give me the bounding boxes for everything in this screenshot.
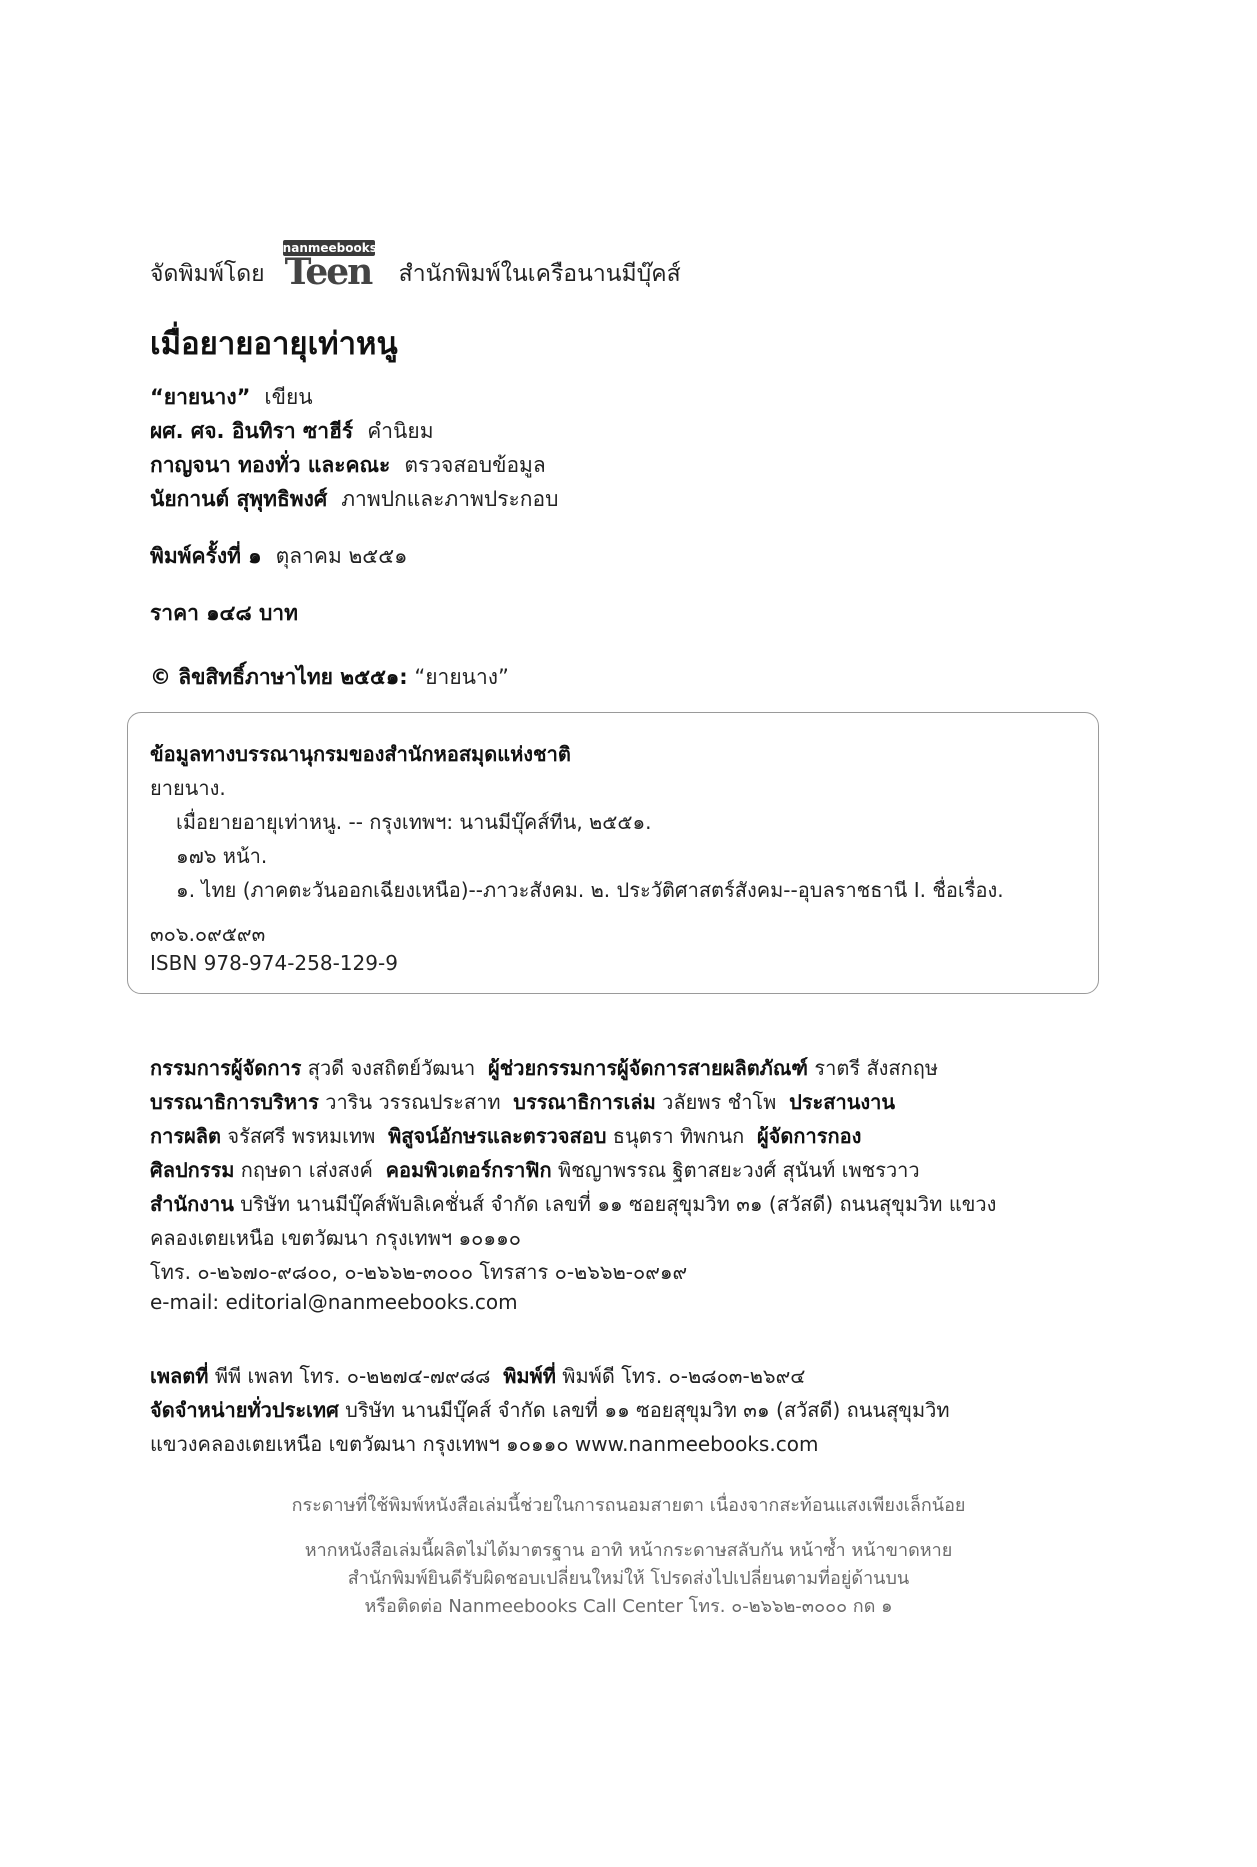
logo-big-text: Teen [284, 251, 372, 293]
credit-name: ผศ. ศจ. อินทิรา ซาฮีร์ [150, 419, 354, 443]
credit-foreword [150, 415, 434, 448]
credit-name: กาญจนา ทองทั่ว และคณะ [150, 453, 391, 477]
staff-line-3 [150, 1120, 861, 1152]
price: ราคา ๑๔๘ บาท [150, 601, 298, 625]
book-title: เมื่อยายอายุเท่าหนู [150, 326, 398, 362]
publisher-line [150, 241, 681, 298]
production-role: พิมพ์ที่ [503, 1364, 556, 1388]
office-phone: โทร. ๐-๒๖๗๐-๙๘๐๐, ๐-๒๖๖๒-๓๐๐๐ โทรสาร ๐-๒๖๖๒-๐๙๑๙ [150, 1260, 688, 1284]
office-address-cont: คลองเตยเหนือ เขตวัฒนา กรุงเทพฯ ๑๐๑๑๐ [150, 1226, 521, 1250]
defect-note-1: หากหนังสือเล่มนี้ผลิตไม่ได้มาตรฐาน อาทิ หน้ากระดาษสลับกัน หน้าซ้ำ หน้าขาดหาย [304, 1540, 953, 1561]
production-role: จัดจำหน่ายทั่วประเทศ [150, 1398, 339, 1422]
staff-line-1 [150, 1052, 938, 1084]
production-line-1 [150, 1360, 805, 1392]
catalog-author: ยายนาง. [150, 776, 226, 800]
nanmeebooks-teen-logo [282, 240, 381, 293]
staff-line-2 [150, 1086, 895, 1118]
paper-note: กระดาษที่ใช้พิมพ์หนังสือเล่มนี้ช่วยในการถนอมสายตา เนื่องจากสะท้อนแสงเพียงเล็กน้อย [291, 1495, 966, 1516]
credit-author [150, 381, 313, 414]
catalog-heading [150, 738, 571, 770]
office-email: e-mail: editorial@nanmeebooks.com [150, 1290, 518, 1314]
production-detail: พีพี เพลท โทร. ๐-๒๒๗๔-๗๙๘๘ [214, 1364, 491, 1388]
production-role: เพลตที่ [150, 1364, 209, 1388]
staff-person: จรัสศรี พรหมเทพ [227, 1124, 376, 1148]
staff-person: กฤษดา เส่งสงค์ [240, 1158, 373, 1182]
staff-person: สุวดี จงสถิตย์วัฒนา [307, 1056, 476, 1080]
copyright-line [150, 661, 509, 694]
catalog-title-line: เมื่อยายอายุเท่าหนู. -- กรุงเทพฯ: นานมีบุ๊คส์ทีน, ๒๕๕๑. [176, 810, 652, 834]
defect-note-2: สำนักพิมพ์ยินดีรับผิดชอบเปลี่ยนใหม่ให้ โปรดส่งไปเปลี่ยนตามที่อยู่ด้านบน [347, 1568, 910, 1589]
edition-line [150, 540, 407, 573]
staff-role: กรรมการผู้จัดการ [150, 1056, 302, 1080]
staff-person: พิชญาพรรณ ฐิตาสยะวงศ์ สุนันท์ เพชรวาว [557, 1158, 920, 1182]
credit-role: เขียน [264, 385, 313, 409]
credit-name: นัยกานต์ สุพุทธิพงศ์ [150, 487, 328, 511]
publisher-suffix: สำนักพิมพ์ในเครือนานมีบุ๊คส์ [398, 261, 681, 287]
publisher-prefix: จัดพิมพ์โดย [150, 261, 265, 287]
copyright-label: © ลิขสิทธิ์ภาษาไทย ๒๕๕๑: [150, 665, 408, 689]
credit-role: คำนิยม [367, 419, 434, 443]
staff-role: คอมพิวเตอร์กราฟิก [385, 1158, 552, 1182]
staff-line-5 [150, 1188, 996, 1220]
staff-role: ประสานงาน [789, 1090, 896, 1114]
staff-role: บรรณาธิการเล่ม [513, 1090, 656, 1114]
staff-line-4 [150, 1154, 920, 1186]
staff-role: ผู้ช่วยกรรมการผู้จัดการสายผลิตภัณฑ์ [487, 1056, 809, 1080]
credit-fact-check [150, 449, 546, 482]
staff-role: ผู้จัดการกอง [756, 1124, 862, 1148]
credit-name: “ยายนาง” [150, 385, 251, 409]
catalog-subjects: ๑. ไทย (ภาคตะวันออกเฉียงเหนือ)--ภาวะสังคม. ๒. ประวัติศาสตร์สังคม--อุบลราชธานี I. ชื่อเรื่อง. [176, 878, 1004, 902]
price-line [150, 597, 298, 630]
edition-label: พิมพ์ครั้งที่ ๑ [150, 544, 262, 568]
distributor-address: แขวงคลองเตยเหนือ เขตวัฒนา กรุงเทพฯ ๑๐๑๑๐ www.nanmeebooks.com [150, 1432, 819, 1456]
staff-person: ราตรี สังสกฤษ [814, 1056, 939, 1080]
credit-role: ภาพปกและภาพประกอบ [341, 487, 559, 511]
staff-role: บรรณาธิการบริหาร [150, 1090, 319, 1114]
credit-role: ตรวจสอบข้อมูล [404, 453, 546, 477]
production-detail: พิมพ์ดี โทร. ๐-๒๘๐๓-๒๖๙๔ [562, 1364, 806, 1388]
catalog-isbn: ISBN 978-974-258-129-9 [150, 951, 398, 975]
credit-illustration [150, 483, 558, 516]
staff-role: การผลิต [150, 1124, 222, 1148]
defect-note-3: หรือติดต่อ Nanmeebooks Call Center โทร. ๐-๒๖๖๒-๓๐๐๐ กด ๑ [364, 1596, 893, 1617]
edition-date: ตุลาคม ๒๕๕๑ [275, 544, 408, 568]
logo-small-text: nanmeebooks [282, 241, 377, 255]
staff-person: วาริน วรรณประสาท [325, 1090, 501, 1114]
catalog-heading-text: ข้อมูลทางบรรณานุกรมของสำนักหอสมุดแห่งชาติ [150, 742, 571, 766]
production-line-2 [150, 1394, 950, 1426]
catalog-pages: ๑๗๖ หน้า. [176, 844, 268, 868]
staff-person: วลัยพร ชำโพ [662, 1090, 777, 1114]
production-detail: บริษัท นานมีบุ๊คส์ จำกัด เลขที่ ๑๑ ซอยสุขุมวิท ๓๑ (สวัสดี) ถนนสุขุมวิท [345, 1398, 950, 1422]
staff-person: ธนุตรา ทิพกนก [612, 1124, 745, 1148]
staff-role: สำนักงาน [150, 1192, 234, 1216]
staff-role: พิสูจน์อักษรและตรวจสอบ [388, 1124, 607, 1148]
office-address: บริษัท นานมีบุ๊คส์พับลิเคชั่นส์ จำกัด เลขที่ ๑๑ ซอยสุขุมวิท ๓๑ (สวัสดี) ถนนสุขุมวิท แขวง [240, 1192, 997, 1216]
copyright-holder: “ยายนาง” [414, 665, 509, 689]
staff-role: ศิลปกรรม [150, 1158, 235, 1182]
catalog-class-number: ๓๐๖.๐๙๕๙๓ [150, 922, 266, 946]
